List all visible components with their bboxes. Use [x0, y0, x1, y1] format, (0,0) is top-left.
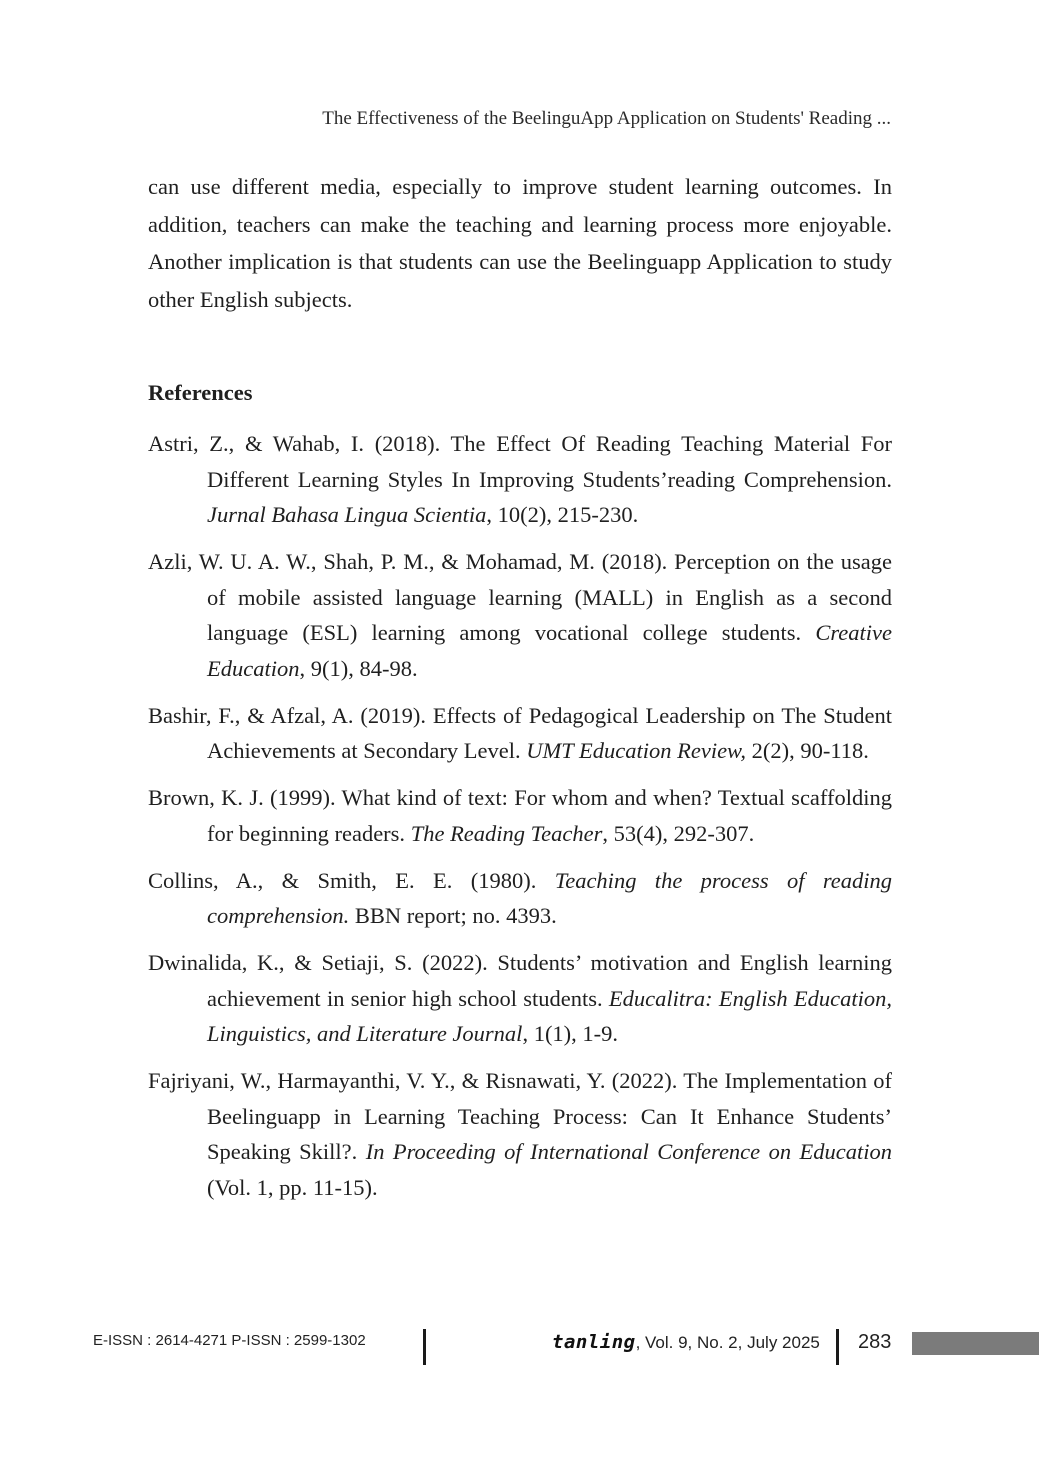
reference-source: The Reading Teacher: [410, 820, 603, 846]
page-number: 283: [858, 1331, 892, 1353]
reference-item: [148, 544, 892, 686]
references-heading: References: [148, 380, 253, 405]
reference-item: [148, 780, 892, 851]
reference-source: UMT Education Review,: [526, 738, 747, 763]
reference-text: Astri, Z., & Wahab, I. (2018). The Effect Of Reading Teaching Material For Different Learning Styles In Improving Students’reading Comprehension.: [148, 431, 892, 492]
reference-text: Collins, A., & Smith, E. E. (1980).: [148, 867, 555, 893]
reference-text: Dwinalida, K., & Setiaji, S. (2022). Students’ motivation and English learning achievement in senior high school students.: [148, 950, 892, 1011]
reference-item: [148, 863, 892, 934]
reference-source: In Proceeding of International Conference on Education: [365, 1139, 892, 1164]
reference-source: Creative Education: [207, 620, 892, 681]
reference-text: Brown, K. J. (1999). What kind of text: For whom and when? Textual scaffolding for beginning readers.: [148, 785, 892, 846]
reference-item: [148, 1063, 892, 1205]
running-header: The Effectiveness of the BeelinguApp Application on Students' Reading ...: [322, 108, 891, 129]
reference-item: [148, 426, 892, 533]
journal-info: [552, 1331, 820, 1353]
reference-details: , 53(4), 292-307.: [602, 820, 755, 846]
reference-item: [148, 698, 892, 769]
reference-details: , 1(1), 1-9.: [522, 1021, 619, 1046]
issn-text: E-ISSN : 2614-4271 P-ISSN : 2599-1302: [93, 1332, 366, 1349]
page-edge-strip: [912, 1332, 1039, 1355]
page-footer: [0, 1327, 1039, 1367]
journal-logo: tanling: [552, 1331, 636, 1353]
reference-details: BBN report; no. 4393.: [349, 903, 557, 928]
reference-text: Azli, W. U. A. W., Shah, P. M., & Mohamad, M. (2018). Perception on the usage of mobile assisted language learning (MALL) in English as a second language (ESL) learning among vocational college students.: [148, 549, 892, 645]
reference-list: [148, 426, 892, 1217]
volume-info: , Vol. 9, No. 2, July 2025: [635, 1333, 820, 1352]
reference-text: Bashir, F., & Afzal, A. (2019). Effects of Pedagogical Leadership on The Student Achievements at Secondary Level.: [148, 702, 892, 763]
reference-details: 2(2), 90-118.: [746, 738, 869, 763]
reference-item: [148, 945, 892, 1052]
reference-details: (Vol. 1, pp. 11-15).: [207, 1174, 378, 1200]
footer-divider: [423, 1329, 426, 1365]
reference-source: Educalitra: English Education, Linguistics, and Literature Journal: [207, 985, 893, 1046]
footer-divider: [836, 1329, 839, 1365]
reference-text: Fajriyani, W., Harmayanthi, V. Y., & Risnawati, Y. (2022). The Implementation of Beelinguapp in Learning Teaching Process: Can It Enhance Students’ Speaking Skill?.: [148, 1068, 892, 1164]
reference-details: , 9(1), 84-98.: [299, 655, 418, 681]
reference-source: Teaching the process of reading comprehension.: [207, 867, 892, 928]
reference-source: Jurnal Bahasa Lingua Scientia: [207, 502, 487, 527]
reference-details: , 10(2), 215-230.: [486, 502, 639, 527]
body-paragraph: can use different media, especially to improve student learning outcomes. In addition, teachers can make the teaching and learning process more enjoyable. Another implication is that students can use the Beelinguapp Application to study other English subjects.: [148, 174, 892, 312]
